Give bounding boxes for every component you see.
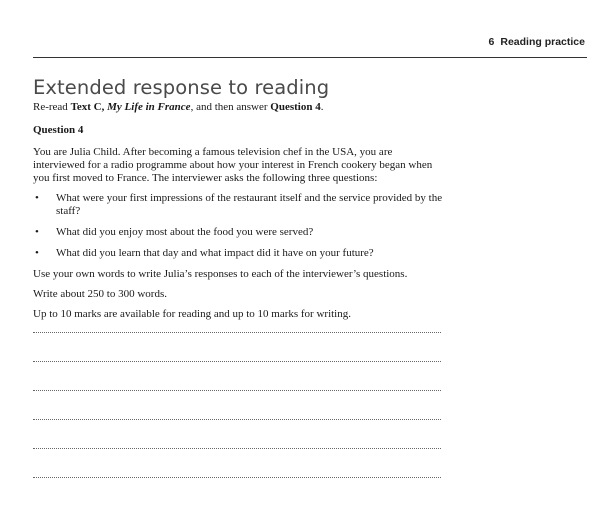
list-item-text: What did you learn that day and what impact did it have on your future? <box>56 247 374 259</box>
section-title: Extended response to reading <box>33 76 330 99</box>
question-reference: Question 4 <box>270 101 321 113</box>
intro-prefix: Re-read <box>33 101 71 113</box>
intro-suffix: . <box>320 101 324 113</box>
list-item-text: What did you enjoy most about the food you were served? <box>56 226 314 238</box>
intro-middle: , and then answer <box>190 101 271 113</box>
bullet-icon: • <box>35 247 39 259</box>
page-header <box>489 36 585 48</box>
answer-area <box>33 332 441 506</box>
intro-text <box>33 101 443 114</box>
text-title: My Life in France <box>107 101 191 113</box>
list-item <box>33 192 443 218</box>
answer-line <box>33 332 441 333</box>
answer-line <box>33 477 441 478</box>
answer-line <box>33 448 441 449</box>
question-content <box>33 101 443 328</box>
question-heading: Question 4 <box>33 124 84 136</box>
list-item <box>33 247 443 260</box>
question-list <box>33 192 443 260</box>
bullet-icon: • <box>35 226 39 238</box>
list-item <box>33 226 443 239</box>
chapter-number: 6 <box>488 36 495 48</box>
instruction-own-words: Use your own words to write Julia’s responses to each of the interviewer’s questions. <box>33 268 408 280</box>
list-item-text: What were your first impressions of the restaurant itself and the service provided by the staff? <box>56 192 443 217</box>
instruction-word-count: Write about 250 to 300 words. <box>33 288 167 300</box>
instruction-marks: Up to 10 marks are available for reading and up to 10 marks for writing. <box>33 308 351 320</box>
scenario-text: You are Julia Child. After becoming a famous television chef in the USA, you are interviewed for a radio programme about how your interest in French cookery began when you first moved to France. The interviewer asks the following three questions: <box>33 146 433 184</box>
bullet-icon: • <box>35 192 39 204</box>
answer-line <box>33 390 441 391</box>
chapter-title: Reading practice <box>500 36 585 48</box>
answer-line <box>33 419 441 420</box>
header-rule <box>33 57 587 58</box>
text-reference: Text C, <box>70 101 108 113</box>
answer-line <box>33 361 441 362</box>
